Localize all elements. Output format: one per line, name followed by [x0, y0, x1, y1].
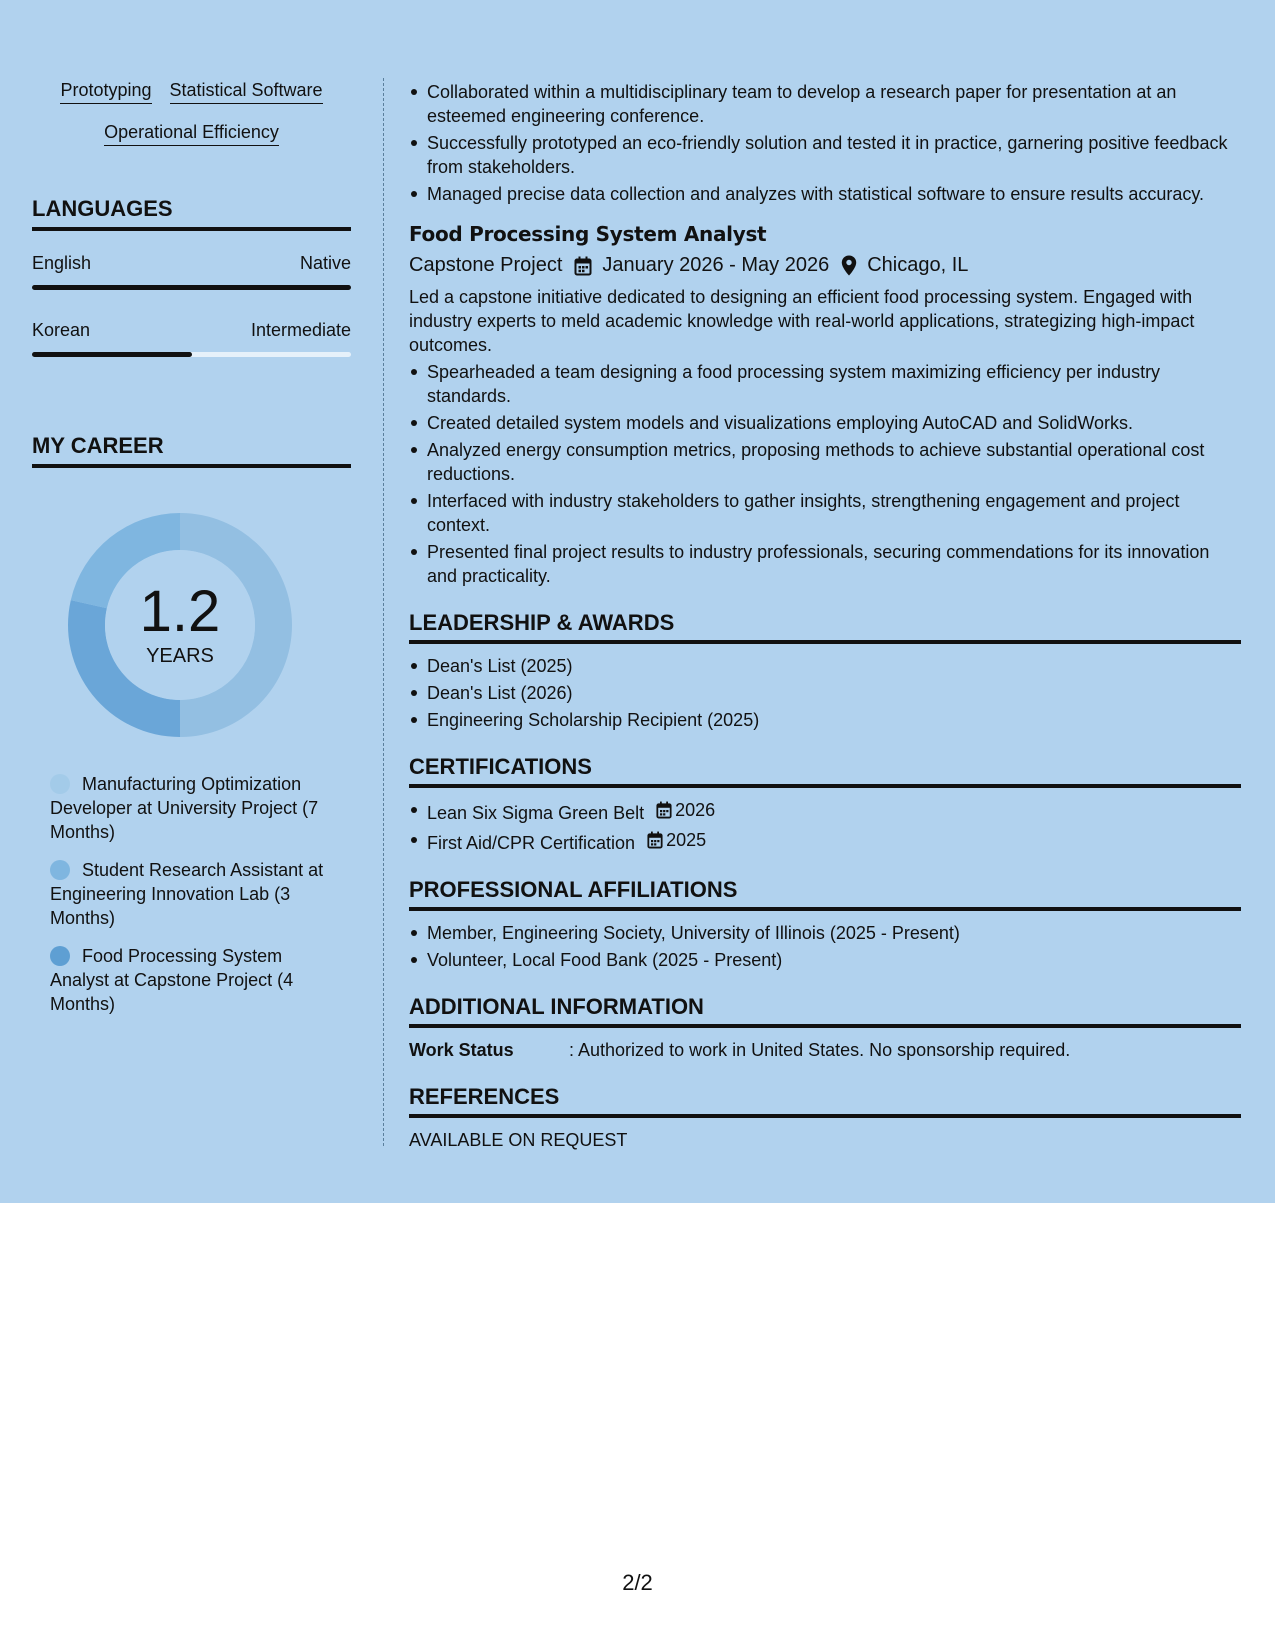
language-bar-fill: [32, 352, 192, 357]
location-pin-icon: [841, 255, 857, 276]
leadership-list: [409, 654, 1241, 732]
work-status-label: Work Status: [409, 1040, 514, 1060]
language-row: [32, 253, 351, 274]
job-meta: [409, 254, 1241, 277]
career-legend: [50, 772, 330, 1016]
language-bar: [32, 285, 351, 290]
bullet-item: Interfaced with industry stakeholders to gather insights, strengthening engagement and project context.: [409, 489, 1241, 537]
bullet-item: Analyzed energy consumption metrics, proposing methods to achieve substantial operational cost reductions.: [409, 438, 1241, 486]
affiliations-heading: PROFESSIONAL AFFILIATIONS: [409, 877, 1241, 911]
right-column: [409, 80, 1241, 1152]
previous-job-bullets: [409, 80, 1241, 206]
languages-section: [32, 196, 351, 357]
additional-info-heading: ADDITIONAL INFORMATION: [409, 994, 1241, 1028]
bullet-item: Dean's List (2026): [409, 681, 1241, 705]
job-company: Capstone Project: [409, 254, 563, 276]
certification-item: [409, 798, 1241, 825]
calendar-icon: [574, 256, 592, 276]
skill-tag: Prototyping: [60, 78, 151, 104]
bullet-item: Engineering Scholarship Recipient (2025): [409, 708, 1241, 732]
left-column: [32, 78, 351, 1030]
skills-list: [32, 78, 351, 146]
career-legend-item: [50, 772, 330, 844]
career-donut-chart: [65, 510, 295, 740]
job-dates: January 2026 - May 2026: [602, 254, 830, 276]
language-bar-fill: [32, 285, 351, 290]
career-legend-item: [50, 944, 330, 1016]
language-row: [32, 320, 351, 341]
language-name: English: [32, 253, 92, 273]
calendar-icon: [647, 831, 663, 849]
language-name: Korean: [32, 320, 91, 340]
certification-item: [409, 828, 1241, 855]
job-description: Led a capstone initiative dedicated to designing an efficient food processing system. Engaged with industry experts to meld academic knowledge with real-world applications, strategizing high-impact outcomes.: [409, 287, 1195, 355]
legend-dot: [50, 860, 70, 880]
certification-name: Lean Six Sigma Green Belt: [427, 803, 645, 823]
bullet-item: Dean's List (2025): [409, 654, 1241, 678]
bullet-item: Spearheaded a team designing a food processing system maximizing efficiency per industry standards.: [409, 360, 1241, 408]
references-text: AVAILABLE ON REQUEST: [409, 1130, 628, 1150]
language-level: Native: [299, 253, 351, 273]
legend-dot: [50, 774, 70, 794]
work-status-row: [409, 1038, 1241, 1062]
language-bar: [32, 352, 351, 357]
certifications-heading: CERTIFICATIONS: [409, 754, 1241, 788]
column-divider: [383, 78, 384, 1146]
bullet-item: Volunteer, Local Food Bank (2025 - Present): [409, 948, 1241, 972]
certifications-list: [409, 798, 1241, 855]
career-legend-text: Food Processing System Analyst at Capstone Project (4 Months): [50, 946, 294, 1014]
career-legend-text: Manufacturing Optimization Developer at University Project (7 Months): [50, 774, 319, 842]
page-number: 2/2: [622, 1570, 653, 1595]
career-total: 1.2: [139, 578, 221, 644]
leadership-heading: LEADERSHIP & AWARDS: [409, 610, 1241, 644]
career-section: [32, 433, 351, 1016]
bullet-item: Successfully prototyped an eco-friendly solution and tested it in practice, garnering positive feedback from stakeholders.: [409, 131, 1241, 179]
languages-heading: LANGUAGES: [32, 196, 351, 231]
affiliations-list: [409, 921, 1241, 972]
bullet-item: Collaborated within a multidisciplinary team to develop a research paper for presentation at an esteemed engineering conference.: [409, 80, 1241, 128]
bullet-item: Member, Engineering Society, University of Illinois (2025 - Present): [409, 921, 1241, 945]
career-legend-text: Student Research Assistant at Engineering Innovation Lab (3 Months): [50, 860, 324, 928]
work-status-value: : Authorized to work in United States. No sponsorship required.: [569, 1040, 1071, 1060]
certification-year: 2025: [666, 830, 707, 850]
career-legend-item: [50, 858, 330, 930]
references-heading: REFERENCES: [409, 1084, 1241, 1118]
skill-tag: Statistical Software: [170, 78, 323, 104]
bullet-item: Managed precise data collection and analyzes with statistical software to ensure results accuracy.: [409, 182, 1241, 206]
job-bullets: [409, 360, 1241, 588]
certification-name: First Aid/CPR Certification: [427, 833, 636, 853]
job-location: Chicago, IL: [867, 254, 969, 276]
career-unit: YEARS: [146, 644, 214, 667]
bullet-item: Created detailed system models and visualizations employing AutoCAD and SolidWorks.: [409, 411, 1241, 435]
calendar-icon: [656, 801, 672, 819]
language-level: Intermediate: [250, 320, 351, 340]
skill-tag: Operational Efficiency: [104, 120, 279, 146]
job-title: Food Processing System Analyst: [409, 222, 767, 246]
bullet-item: Presented final project results to industry professionals, securing commendations for its innovation and practicality.: [409, 540, 1241, 588]
certification-year: 2026: [675, 800, 716, 820]
legend-dot: [50, 946, 70, 966]
career-heading: MY CAREER: [32, 433, 351, 468]
